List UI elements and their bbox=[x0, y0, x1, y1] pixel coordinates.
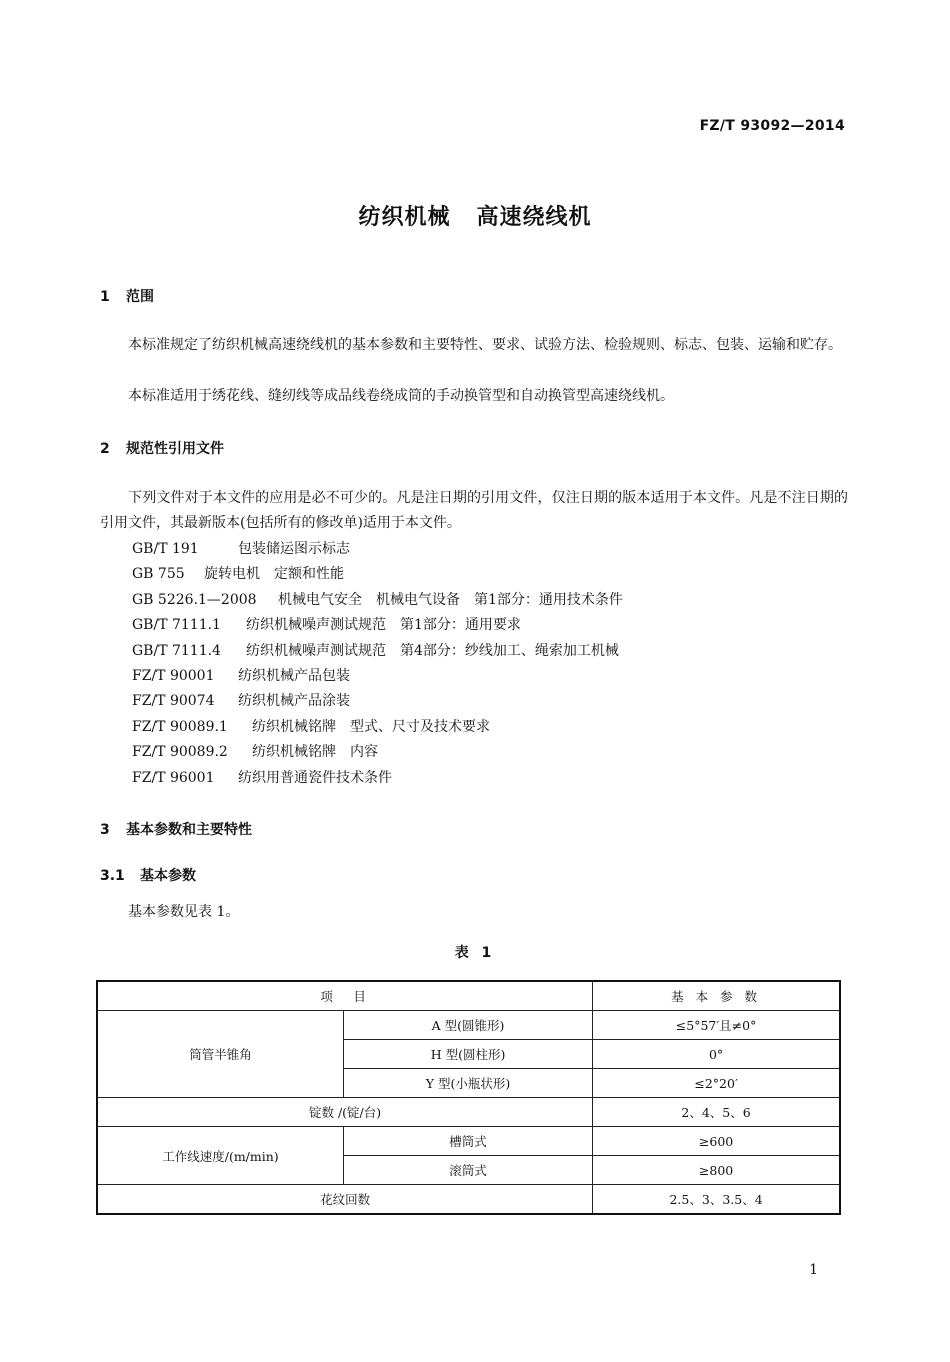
reference-code: GB/T 7111.4 bbox=[132, 643, 221, 659]
reference-title: 纺织机械产品包装 bbox=[238, 668, 350, 684]
spindle-value: 2、4、5、6 bbox=[593, 1098, 840, 1127]
section-2-paragraph-1 bbox=[100, 486, 848, 536]
table-row bbox=[97, 1011, 840, 1040]
section-1-heading bbox=[100, 286, 154, 306]
reference-item bbox=[132, 690, 350, 710]
section-3-1-heading bbox=[100, 865, 196, 885]
header-parameter: 基 本 参 数 bbox=[593, 981, 840, 1011]
section-title: 基本参数 bbox=[140, 868, 196, 884]
table-row bbox=[97, 1185, 840, 1215]
reference-title: 纺织机械铭牌 型式、尺寸及技术要求 bbox=[252, 719, 490, 735]
table-caption: 表 1 bbox=[454, 945, 496, 961]
title-part-2: 高速绕线机 bbox=[476, 205, 592, 230]
cone-type: A 型(圆锥形) bbox=[343, 1011, 592, 1040]
reference-code: GB 5226.1—2008 bbox=[132, 592, 257, 608]
section-1-paragraph-1 bbox=[100, 333, 848, 358]
section-3-heading bbox=[100, 819, 252, 839]
section-2-heading bbox=[100, 438, 224, 458]
reference-code: FZ/T 90089.1 bbox=[132, 719, 228, 735]
section-title: 规范性引用文件 bbox=[126, 441, 224, 457]
reference-title: 包装储运图示标志 bbox=[238, 541, 350, 557]
reference-title: 纺织机械铭牌 内容 bbox=[252, 744, 378, 760]
reference-code: FZ/T 90074 bbox=[132, 693, 215, 709]
paragraph-text: 下列文件对于本文件的应用是必不可少的。凡是注日期的引用文件，仅注日期的版本适用于本文件。凡是不注日期的引用文件，其最新版本(包括所有的修改单)适用于本文件。 bbox=[100, 490, 848, 531]
reference-item bbox=[132, 589, 623, 609]
paragraph-text: 本标准规定了纺织机械高速绕线机的基本参数和主要特性、要求、试验方法、检验规则、标志、包装、运输和贮存。 bbox=[128, 337, 842, 353]
cone-type: H 型(圆柱形) bbox=[343, 1040, 592, 1069]
reference-code: GB/T 191 bbox=[132, 541, 199, 557]
page-number: 1 bbox=[809, 1262, 818, 1278]
speed-type: 滚筒式 bbox=[343, 1156, 592, 1185]
section-title: 范围 bbox=[126, 289, 154, 305]
pattern-label: 花纹回数 bbox=[97, 1185, 593, 1215]
reference-title: 机械电气安全 机械电气设备 第1部分：通用技术条件 bbox=[278, 592, 623, 608]
section-number: 3.1 bbox=[100, 868, 125, 884]
section-title: 基本参数和主要特性 bbox=[126, 822, 252, 838]
speed-value: ≥800 bbox=[593, 1156, 840, 1185]
cone-angle-label: 筒管半锥角 bbox=[97, 1011, 343, 1098]
speed-label: 工作线速度/(m/min) bbox=[97, 1127, 343, 1185]
reference-item bbox=[132, 716, 490, 736]
reference-title: 旋转电机 定额和性能 bbox=[204, 566, 344, 582]
standard-code: FZ/T 93092—2014 bbox=[699, 118, 845, 134]
section-1-paragraph-2 bbox=[100, 384, 848, 409]
document-title bbox=[0, 200, 950, 231]
table-row bbox=[97, 1127, 840, 1156]
paragraph-text: 基本参数见表 1。 bbox=[128, 904, 240, 920]
cone-value: 0° bbox=[593, 1040, 840, 1069]
reference-item bbox=[132, 767, 392, 787]
cone-type: Y 型(小瓶状形) bbox=[343, 1069, 592, 1098]
section-number: 2 bbox=[100, 441, 110, 457]
reference-code: GB/T 7111.1 bbox=[132, 617, 221, 633]
section-number: 1 bbox=[100, 289, 110, 305]
reference-title: 纺织机械产品涂装 bbox=[238, 693, 350, 709]
reference-title: 纺织机械噪声测试规范 第4部分：纱线加工、绳索加工机械 bbox=[246, 643, 619, 659]
reference-item bbox=[132, 563, 344, 583]
reference-code: GB 755 bbox=[132, 566, 185, 582]
title-part-1: 纺织机械 bbox=[358, 205, 451, 230]
reference-code: FZ/T 96001 bbox=[132, 770, 215, 786]
reference-title: 纺织用普通瓷件技术条件 bbox=[238, 770, 392, 786]
pattern-value: 2.5、3、3.5、4 bbox=[593, 1185, 840, 1215]
table-header-row bbox=[97, 981, 840, 1011]
reference-item bbox=[132, 640, 619, 660]
cone-value: ≤2°20′ bbox=[593, 1069, 840, 1098]
reference-item bbox=[132, 614, 521, 634]
reference-code: FZ/T 90001 bbox=[132, 668, 215, 684]
spindle-label: 锭数 /(锭/台) bbox=[97, 1098, 593, 1127]
header-item: 项 目 bbox=[97, 981, 593, 1011]
reference-item bbox=[132, 665, 350, 685]
speed-value: ≥600 bbox=[593, 1127, 840, 1156]
paragraph-text: 本标准适用于绣花线、缝纫线等成品线卷绕成筒的手动换管型和自动换管型高速绕线机。 bbox=[128, 388, 674, 404]
basic-parameters-table bbox=[96, 980, 841, 1215]
section-number: 3 bbox=[100, 822, 110, 838]
speed-type: 槽筒式 bbox=[343, 1127, 592, 1156]
reference-title: 纺织机械噪声测试规范 第1部分：通用要求 bbox=[246, 617, 521, 633]
reference-code: FZ/T 90089.2 bbox=[132, 744, 228, 760]
table-row bbox=[97, 1098, 840, 1127]
reference-item bbox=[132, 538, 350, 558]
cone-value: ≤5°57′且≠0° bbox=[593, 1011, 840, 1040]
section-3-1-paragraph bbox=[100, 900, 848, 925]
reference-item bbox=[132, 741, 378, 761]
